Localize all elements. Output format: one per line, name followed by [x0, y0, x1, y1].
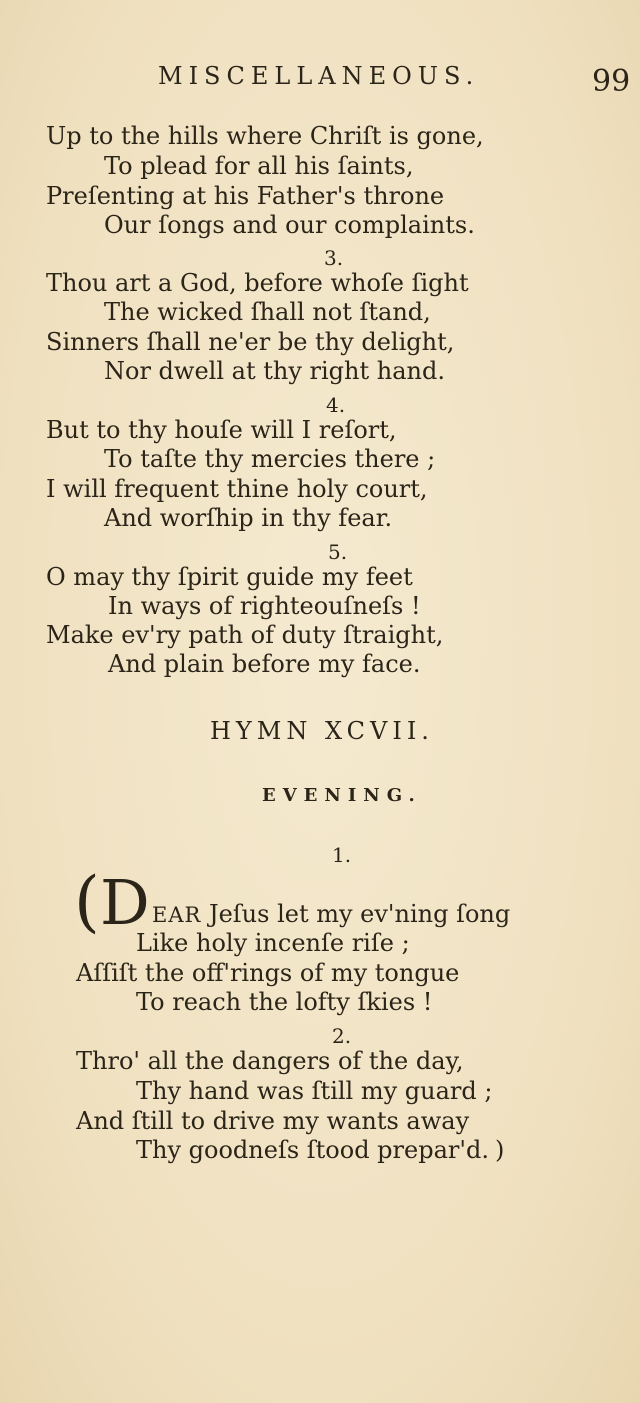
verse-line: Sinners ſhall ne'er be thy delight,: [46, 328, 455, 356]
page-number: 99: [592, 64, 631, 99]
verse-line: Thou art a God, before whoſe ſight: [46, 269, 469, 297]
verse-line: And plain before my face.: [108, 650, 421, 678]
verse-line: O may thy ſpirit guide my feet: [46, 563, 413, 591]
verse-line: To taſte thy mercies there ;: [104, 445, 436, 473]
verse-line: [136, 1135, 504, 1165]
page-header: [0, 62, 640, 102]
verse-line: Our ſongs and our complaints.: [104, 211, 475, 239]
hymn-subtitle: EVENING.: [262, 785, 422, 806]
verse-line: Up to the hills where Chriſt is gone,: [46, 122, 484, 150]
verse-line: [152, 899, 510, 930]
first-word-caps: EAR: [152, 903, 202, 927]
verse-line: To reach the lofty ſkies !: [136, 988, 433, 1016]
verse-line: But to thy houſe will I reſort,: [46, 416, 397, 444]
verse-line: Nor dwell at thy right hand.: [104, 357, 445, 385]
verse-line: Thro' all the dangers of the day,: [76, 1047, 464, 1075]
verse-line: Like holy incenſe riſe ;: [136, 929, 410, 957]
running-head: MISCELLANEOUS.: [158, 62, 480, 90]
verse-line: Thy hand was ſtill my guard ;: [136, 1077, 493, 1105]
open-bracket: (: [74, 863, 100, 940]
stanza-number: 2.: [332, 1024, 352, 1048]
verse-line: Make ev'ry path of duty ſtraight,: [46, 621, 444, 649]
stanza-number: 1.: [332, 843, 352, 867]
verse-line: The wicked ſhall not ſtand,: [104, 298, 431, 326]
drop-cap: D: [100, 866, 150, 939]
stanza-number: 3.: [324, 246, 344, 270]
verse-line: And ſtill to drive my wants away: [76, 1107, 470, 1135]
verse-line: I will frequent thine holy court,: [46, 475, 428, 503]
verse-line: In ways of righteouſneſs !: [108, 592, 421, 620]
verse-line: And worſhip in thy fear.: [104, 504, 393, 532]
first-line-rest: Jeſus let my ev'ning ſong: [208, 900, 511, 928]
close-bracket: ): [494, 1136, 505, 1164]
last-line-text: Thy goodneſs ſtood prepar'd.: [136, 1136, 489, 1164]
verse-line: Preſenting at his Father's throne: [46, 182, 445, 210]
verse-line: To plead for all his ſaints,: [104, 152, 414, 180]
stanza-number: 5.: [328, 540, 348, 564]
hymn-title: HYMN XCVII.: [210, 717, 434, 745]
verse-line: Aſſiſt the off'rings of my tongue: [76, 959, 460, 987]
stanza-number: 4.: [326, 393, 346, 417]
